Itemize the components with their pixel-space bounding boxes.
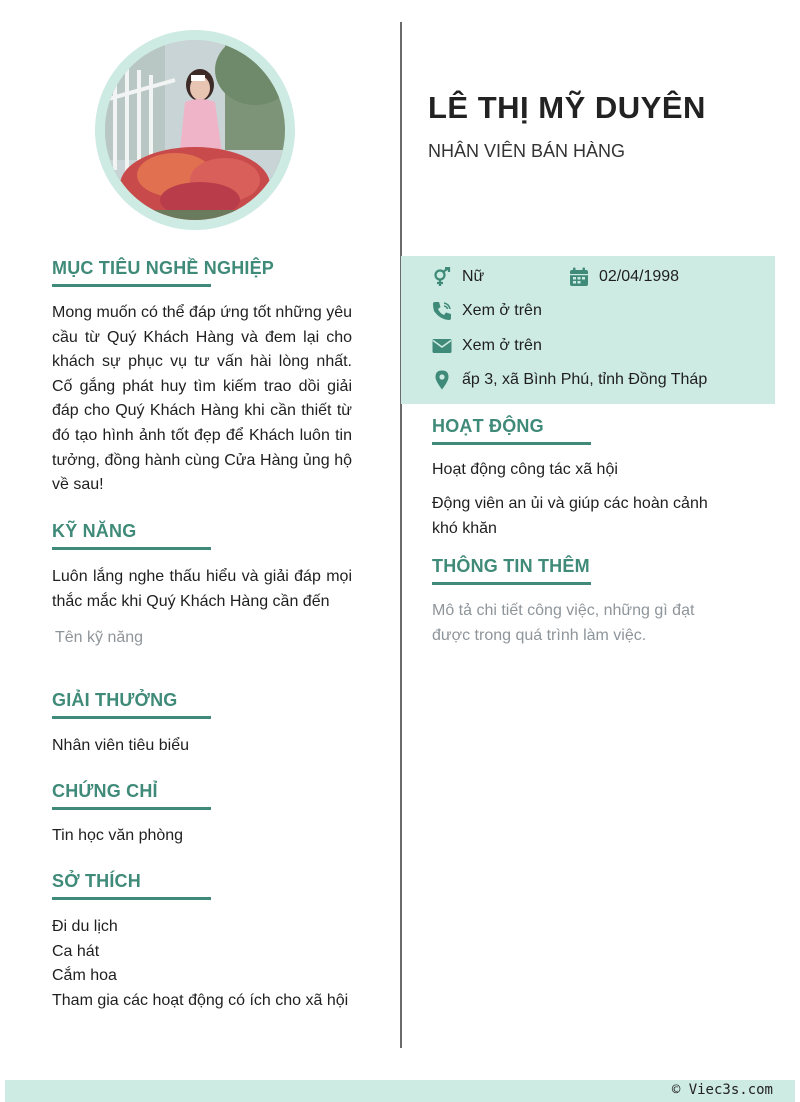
address-row: [432, 370, 707, 390]
section-title: HOẠT ĐỘNG: [432, 416, 544, 436]
section-underline: [52, 897, 211, 900]
section-underline: [52, 716, 211, 719]
footer-bar: [5, 1080, 795, 1102]
phone-row: [432, 301, 542, 321]
skills-section: [52, 521, 352, 651]
avatar-frame: [95, 30, 295, 230]
awards-text: Nhân viên tiêu biểu: [52, 737, 189, 754]
gender-icon: [432, 267, 452, 287]
list-item: Đi du lịch: [52, 918, 118, 935]
additional-info-section: [432, 556, 752, 648]
candidate-name: LÊ THỊ MỸ DUYÊN: [428, 90, 706, 125]
certificates-text: Tin học văn phòng: [52, 827, 184, 844]
skills-text: Luôn lắng nghe thấu hiểu và giải đáp mọi thắc mắc khi Quý Khách Hàng cần đến: [52, 568, 352, 610]
skill-name-placeholder[interactable]: Tên kỹ năng: [55, 629, 144, 647]
email-icon: [432, 336, 452, 356]
gender-value: Nữ: [462, 268, 485, 285]
section-title: THÔNG TIN THÊM: [432, 556, 590, 576]
career-goal-section: [52, 258, 352, 498]
section-underline: [52, 807, 211, 810]
email-value[interactable]: Xem ở trên: [462, 337, 542, 354]
gender-row: [432, 267, 484, 287]
birthdate-value: 02/04/1998: [599, 268, 680, 285]
activities-section: [432, 416, 752, 541]
section-title: KỸ NĂNG: [52, 521, 137, 541]
activity-item: Động viên an ủi và giúp các hoàn cảnh khó khăn: [432, 495, 708, 537]
section-title: MỤC TIÊU NGHỀ NGHIỆP: [52, 258, 275, 278]
hobbies-list: [52, 915, 352, 1013]
career-goal-text: Mong muốn có thể đáp ứng tốt những yêu cầu từ Quý Khách Hàng và đem lại cho khách sự phục vụ tư vấn hài lòng nhất. Cố gắng phát huy tìm kiếm trao dồi giải đáp cho Quý Khách Hàng khi cần thiết từ đó tạo hình ảnh tốt đẹp để Khách luôn tin tưởng, đồng hành cùng Cửa Hàng ủng hộ về sau!: [52, 304, 352, 494]
job-title: NHÂN VIÊN BÁN HÀNG: [428, 141, 626, 161]
calendar-icon: [569, 267, 589, 287]
section-title: CHỨNG CHỈ: [52, 781, 158, 801]
additional-info-placeholder[interactable]: Mô tả chi tiết công việc, những gì đạt được trong quá trình làm việc.: [432, 602, 695, 644]
activity-item: Hoạt động công tác xã hội: [432, 461, 618, 478]
awards-section: [52, 690, 352, 759]
birthdate-row: [569, 267, 679, 287]
section-underline: [52, 547, 211, 550]
column-divider: [400, 22, 402, 1048]
certificates-section: [52, 781, 352, 849]
location-pin-icon: [432, 370, 452, 390]
list-item: Tham gia các hoạt động có ích cho xã hội: [52, 991, 349, 1009]
hobbies-section: [52, 871, 352, 1013]
section-underline: [432, 442, 591, 445]
copyright-text[interactable]: © Viec3s.com: [671, 1082, 773, 1098]
phone-value[interactable]: Xem ở trên: [462, 302, 542, 319]
list-item: Cắm hoa: [52, 967, 117, 985]
section-title: GIẢI THƯỞNG: [52, 690, 178, 710]
section-underline: [432, 582, 591, 585]
email-row: [432, 336, 542, 356]
avatar: [105, 40, 285, 220]
phone-icon: [432, 301, 452, 321]
address-value: ấp 3, xã Bình Phú, tỉnh Đồng Tháp: [462, 371, 708, 388]
contact-box: [401, 256, 775, 404]
list-item: Ca hát: [52, 942, 100, 960]
section-underline: [52, 284, 211, 287]
section-title: SỞ THÍCH: [52, 871, 141, 891]
